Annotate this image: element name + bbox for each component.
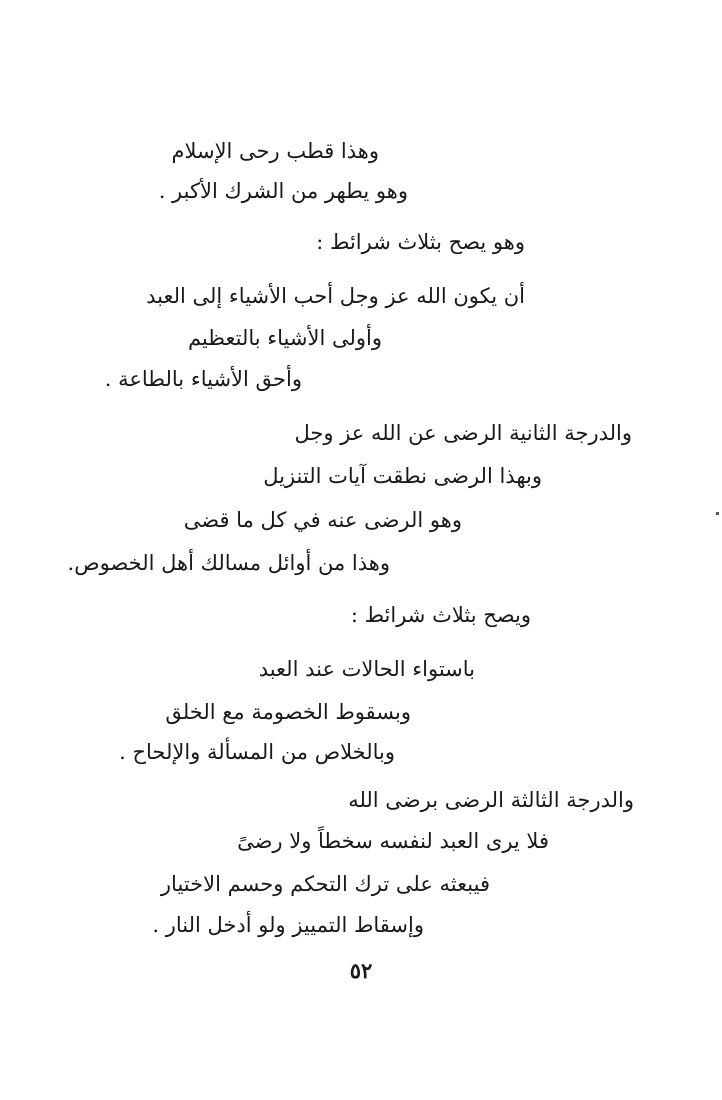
text-line: وهذا من أوائل مسالك أهل الخصوص. bbox=[67, 551, 390, 575]
text-line: ويصح بثلاث شرائط : bbox=[350, 603, 531, 627]
text-line: فيبعثه على ترك التحكم وحسم الاختيار bbox=[160, 872, 490, 896]
text-line: وهو الرضى عنه في كل ما قضى bbox=[183, 508, 462, 532]
text-line: فلا يرى العبد لنفسه سخطاً ولا رضىً bbox=[237, 829, 549, 853]
text-line: وأولى الأشياء بالتعظيم bbox=[187, 326, 382, 350]
text-line: وهو يطهر من الشرك الأكبر . bbox=[158, 179, 408, 203]
text-line: باستواء الحالات عند العبد bbox=[258, 657, 475, 681]
page-number: ٥٢ bbox=[349, 958, 373, 983]
text-line: وبالخلاص من المسألة والإلحاح . bbox=[119, 740, 395, 764]
text-line: وهو يصح بثلاث شرائط : bbox=[316, 230, 525, 254]
text-line: والدرجة الثالثة الرضى برضى الله bbox=[348, 788, 634, 812]
scan-speck bbox=[716, 512, 719, 515]
text-line: وبهذا الرضى نطقت آيات التنزيل bbox=[263, 464, 542, 488]
text-line: أن يكون الله عز وجل أحب الأشياء إلى العبد bbox=[146, 284, 525, 308]
text-line: وإسقاط التمييز ولو أدخل النار . bbox=[152, 913, 424, 937]
text-line: وهذا قطب رحى الإسلام bbox=[171, 139, 379, 163]
text-line: والدرجة الثانية الرضى عن الله عز وجل bbox=[294, 421, 632, 445]
text-line: وبسقوط الخصومة مع الخلق bbox=[165, 700, 411, 724]
text-line: وأحق الأشياء بالطاعة . bbox=[104, 367, 302, 391]
